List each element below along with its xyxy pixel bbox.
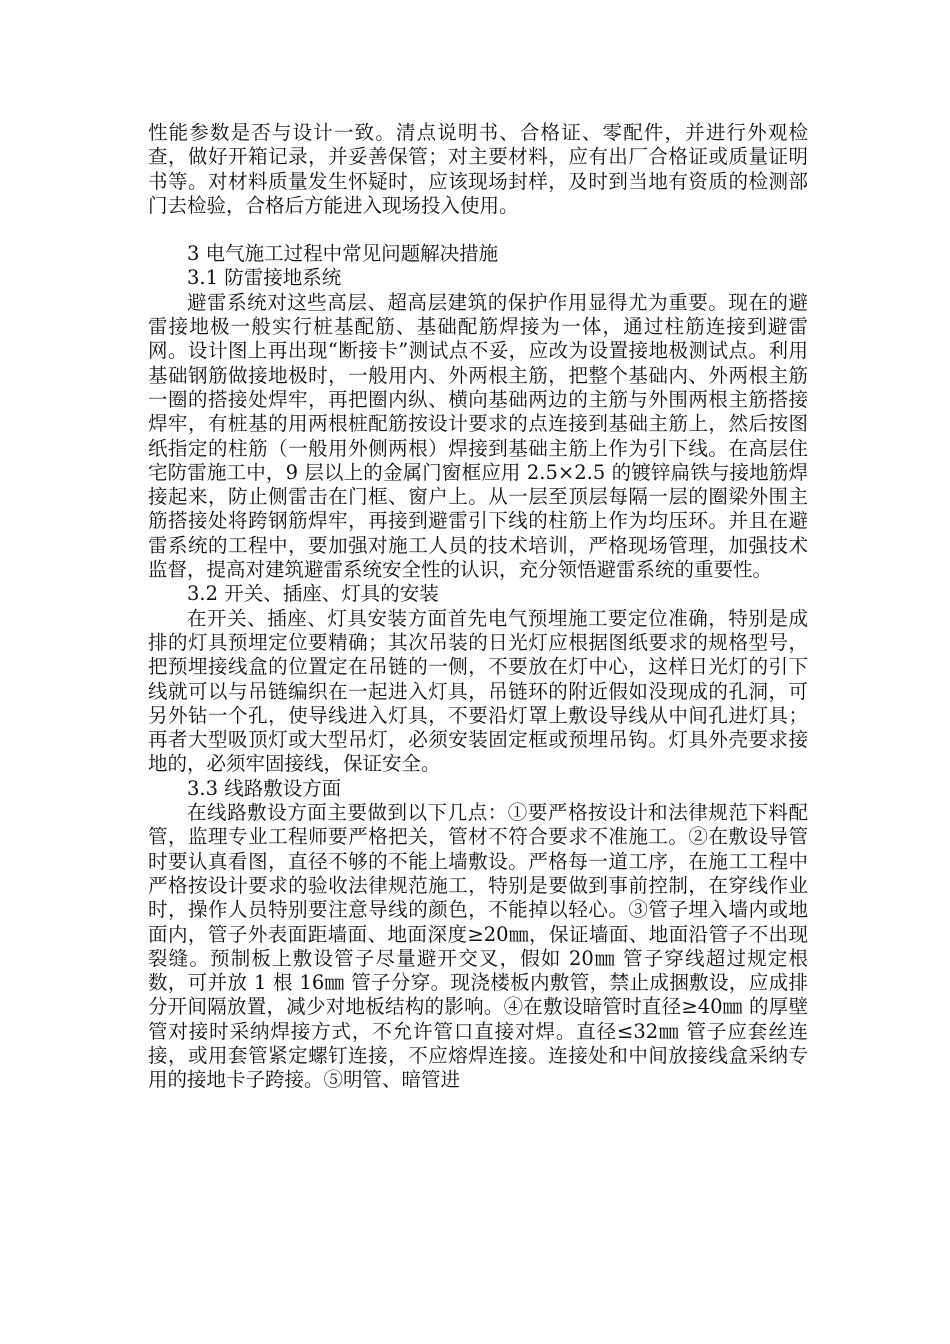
paragraph-switch-socket-lamp: 在开关、插座、灯具安装方面首先电气预埋施工要定位准确，特别是成排的灯具预埋定位要精确；其次吊装的日光灯应根据图纸要求的规格型号，把预埋接线盒的位置定在吊链的一侧，不要放在灯中心，这样日光灯的引下线就可以与吊链编织在一起进入灯具，吊链环的附近假如没现成的孔洞，可另外钻一个孔，使导线进入灯具，不要沿灯罩上敷设导线从中间孔进灯具；再者大型吸顶灯或大型吊灯，必须安装固定框或预埋吊钩。灯具外壳要求接地的，必须牢固接线，保证安全。	[148, 606, 808, 776]
paragraph-wiring: 在线路敷设方面主要做到以下几点：①要严格按设计和法律规范下料配管，监理专业工程师要严格把关，管材不符合要求不准施工。②在敷设导管时要认真看图，直径不够的不能上墙敷设。严格每一道工序，在施工工程中严格按设计要求的验收法律规范施工，特别是要做到事前控制，在穿线作业时，操作人员特别要注意导线的颜色，不能掉以轻心。③管子埋入墙内或地面内，管子外表面距墙面、地面深度≥20㎜，保证墙面、地面沿管子不出现裂缝。预制板上敷设管子尽量避开交叉，假如 20㎜ 管子穿线超过规定根数，可并放 1 根 16㎜ 管子分穿。现浇楼板内敷管，禁止成捆敷设，应成排分开间隔放置，减少对地板结构的影响。④在敷设暗管时直径≥40㎜ 的厚壁管对接时采纳焊接方式，不允许管口直接对焊。直径≤32㎜ 管子应套丝连接，或用套管紧定螺钉连接，不应熔焊连接。连接处和中间放接线盒采纳专用的接地卡子跨接。⑤明管、暗管进	[148, 801, 808, 1092]
heading-section-3-3: 3.3 线路敷设方面	[187, 776, 342, 800]
paragraph-intro: 性能参数是否与设计一致。清点说明书、合格证、零配件，并进行外观检查，做好开箱记录，并妥善保管；对主要材料，应有出厂合格证或质量证明书等。对材料质量发生怀疑时，应该现场封样，及时到当地有资质的检测部门去检验，合格后方能进入现场投入使用。	[148, 121, 808, 217]
heading-section-3-2: 3.2 开关、插座、灯具的安装	[187, 582, 439, 606]
heading-section-3: 3 电气施工过程中常见问题解决措施	[187, 242, 499, 266]
paragraph-gap	[148, 218, 808, 242]
document-page	[148, 121, 808, 1093]
paragraph-lightning-protection: 避雷系统对这些高层、超高层建筑的保护作用显得尤为重要。现在的避雷接地极一般实行桩基配筋、基础配筋焊接为一体，通过柱筋连接到避雷网。设计图上再出现“断接卡”测试点不妥，应改为设置接地极测试点。利用基础钢筋做接地极时，一般用内、外两根主筋，把整个基础内、外两根主筋一圈的搭接处焊牢，再把圈内纵、横向基础两边的主筋与外围两根主筋搭接焊牢，有桩基的用两根桩配筋按设计要求的点连接到基础主筋上，然后按图纸指定的柱筋（一般用外侧两根）焊接到基础主筋上作为引下线。在高层住宅防雷施工中，9 层以上的金属门窗框应用 2.5×2.5 的镀锌扁铁与接地筋焊接起来，防止侧雷击在门框、窗户上。从一层至顶层每隔一层的圈梁外围主筋搭接处将跨钢筋焊牢，再接到避雷引下线的柱筋上作为均压环。并且在避雷系统的工程中，要加强对施工人员的技术培训，严格现场管理，加强技术监督，提高对建筑避雷系统安全性的认识，充分领悟避雷系统的重要性。	[148, 290, 808, 582]
heading-section-3-1: 3.1 防雷接地系统	[187, 266, 342, 290]
